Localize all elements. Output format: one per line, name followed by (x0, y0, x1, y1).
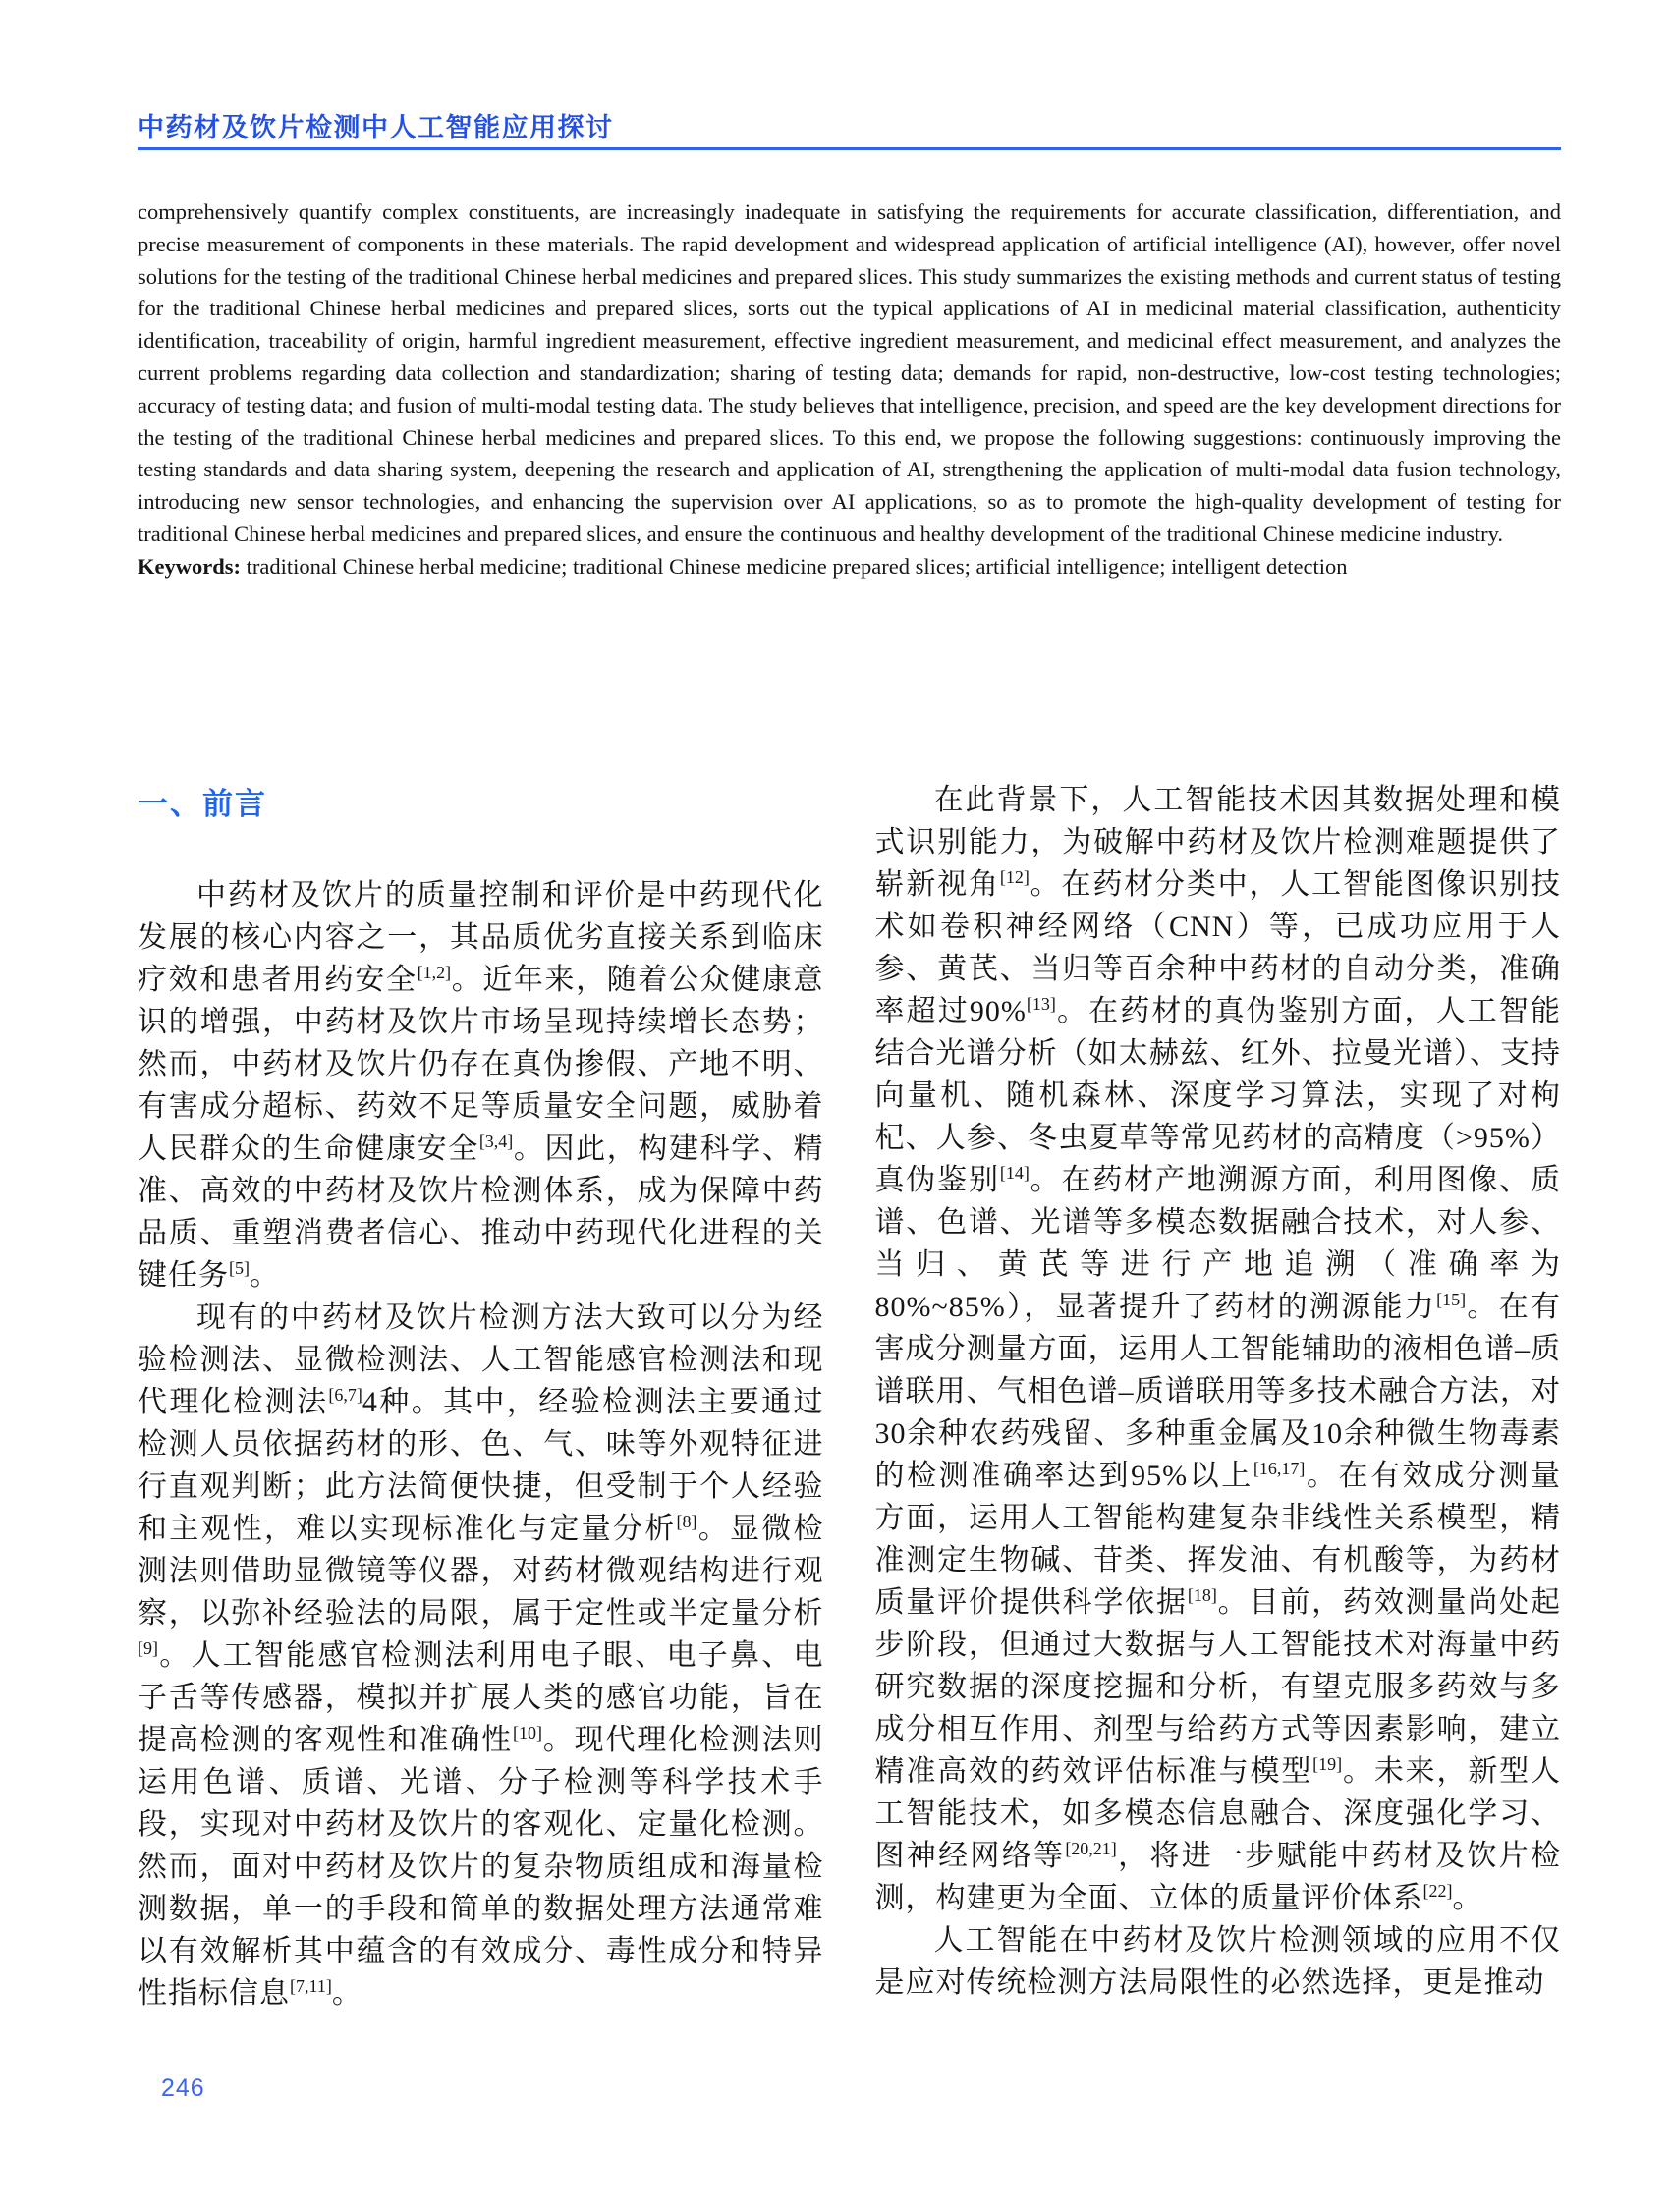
head-divider (138, 147, 1561, 150)
page-number: 246 (161, 2074, 205, 2102)
body-paragraph: 中药材及饮片的质量控制和评价是中药现代化发展的核心内容之一，其品质优劣直接关系到临床疗效和患者用药安全[1,2]。近年来，随着公众健康意识的增强，中药材及饮片市场呈现持续增长态势；然而，中药材及饮片仍存在真伪掺假、产地不明、有害成分超标、药效不足等质量安全问题，威胁着人民群众的生命健康安全[3,4]。因此，构建科学、精准、高效的中药材及饮片检测体系，成为保障中药品质、重塑消费者信心、推动中药现代化进程的关键任务[5]。 (138, 879, 824, 1292)
body-paragraph: 人工智能在中药材及饮片检测领域的应用不仅是应对传统检测方法局限性的必然选择，更是推动 (874, 1924, 1561, 1999)
keywords-label: Keywords: (138, 553, 247, 579)
running-head-title: 中药材及饮片检测中人工智能应用探讨 (138, 113, 614, 142)
body-paragraph: 在此背景下，人工智能技术因其数据处理和模式识别能力，为破解中药材及饮片检测难题提供了崭新视角[12]。在药材分类中，人工智能图像识别技术如卷积神经网络（CNN）等，已成功应用于人参、黄芪、当归等百余种中药材的自动分类，准确率超过90%[13]。在药材的真伪鉴别方面，人工智能结合光谱分析（如太赫兹、红外、拉曼光谱）、支持向量机、随机森林、深度学习算法，实现了对枸杞、人参、冬虫夏草等常见药材的高精度（>95%）真伪鉴别[14]。在药材产地溯源方面，利用图像、质谱、色谱、光谱等多模态数据融合技术，对人参、当归、黄芪等进行产地追溯（准确率为80%~85%），显著提升了药材的溯源能力[15]。在有害成分测量方面，运用人工智能辅助的液相色谱–质谱联用、气相色谱–质谱联用等多技术融合方法，对30余种农药残留、多种重金属及10余种微生物毒素的检测准确率达到95%以上[16,17]。在有效成分测量方面，运用人工智能构建复杂非线性关系模型，精准测定生物碱、苷类、挥发油、有机酸等，为药材质量评价提供科学依据[18]。目前，药效测量尚处起步阶段，但通过大数据与人工智能技术对海量中药研究数据的深度挖掘和分析，有望克服多药效与多成分相互作用、剂型与给药方式等因素影响，建立精准高效的药效评估标准与模型[19]。未来，新型人工智能技术，如多模态信息融合、深度强化学习、图神经网络等[20,21]，将进一步赋能中药材及饮片检测，构建更为全面、立体的质量评价体系[22]。 (874, 784, 1562, 1914)
keywords-text: traditional Chinese herbal medicine; traditional Chinese medicine prepared slices; artificial intelligence; intelligent detection (246, 553, 1348, 579)
left-column (138, 779, 824, 2015)
body-paragraph: 现有的中药材及饮片检测方法大致可以分为经验检测法、显微检测法、人工智能感官检测法和现代理化检测法[6,7]4种。其中，经验检测法主要通过检测人员依据药材的形、色、气、味等外观特征进行直观判断；此方法简便快捷，但受制于个人经验和主观性，难以实现标准化与定量分析[8]。显微检测法则借助显微镜等仪器，对药材微观结构进行观察，以弥补经验法的局限，属于定性或半定量分析[9]。人工智能感官检测法利用电子眼、电子鼻、电子舌等传感器，模拟并扩展人类的感官功能，旨在提高检测的客观性和准确性[10]。现代理化检测法则运用色谱、质谱、光谱、分子检测等科学技术手段，实现对中药材及饮片的客观化、定量化检测。然而，面对中药材及饮片的复杂物质组成和海量检测数据，单一的手段和简单的数据处理方法通常难以有效解析其中蕴含的有效成分、毒性成分和特异性指标信息[7,11]。 (138, 1301, 824, 2010)
two-column-body (138, 779, 1561, 2015)
abstract-block (138, 196, 1561, 583)
right-column (875, 779, 1562, 2015)
keywords-line (138, 551, 1561, 583)
section-heading: 一、前言 (138, 787, 267, 821)
abstract-text: comprehensively quantify complex constituents, are increasingly inadequate in satisfying the requirements for accurate classification, differentiation, and precise measurement of components in these materials. The rapid development and widespread application of artificial intelligence (AI), however, offer novel solutions for the testing of the traditional Chinese herbal medicines and prepared slices. This study summarizes the existing methods and current status of testing for the traditional Chinese herbal medicines and prepared slices, sorts out the typical applications of AI in medicinal material classification, authenticity identification, traceability of origin, harmful ingredient measurement, effective ingredient measurement, and medicinal effect measurement, and analyzes the current problems regarding data collection and standardization; sharing of testing data; demands for rapid, non-destructive, low-cost testing technologies; accuracy of testing data; and fusion of multi-modal testing data. The study believes that intelligence, precision, and speed are the key development directions for the testing of the traditional Chinese herbal medicines and prepared slices. To this end, we propose the following suggestions: continuously improving the testing standards and data sharing system, deepening the research and application of AI, strengthening the application of multi-modal data fusion technology, introducing new sensor technologies, and enhancing the supervision over AI applications, so as to promote the high-quality development of testing for traditional Chinese herbal medicines and prepared slices, and ensure the continuous and healthy development of the traditional Chinese medicine industry. (138, 199, 1561, 546)
